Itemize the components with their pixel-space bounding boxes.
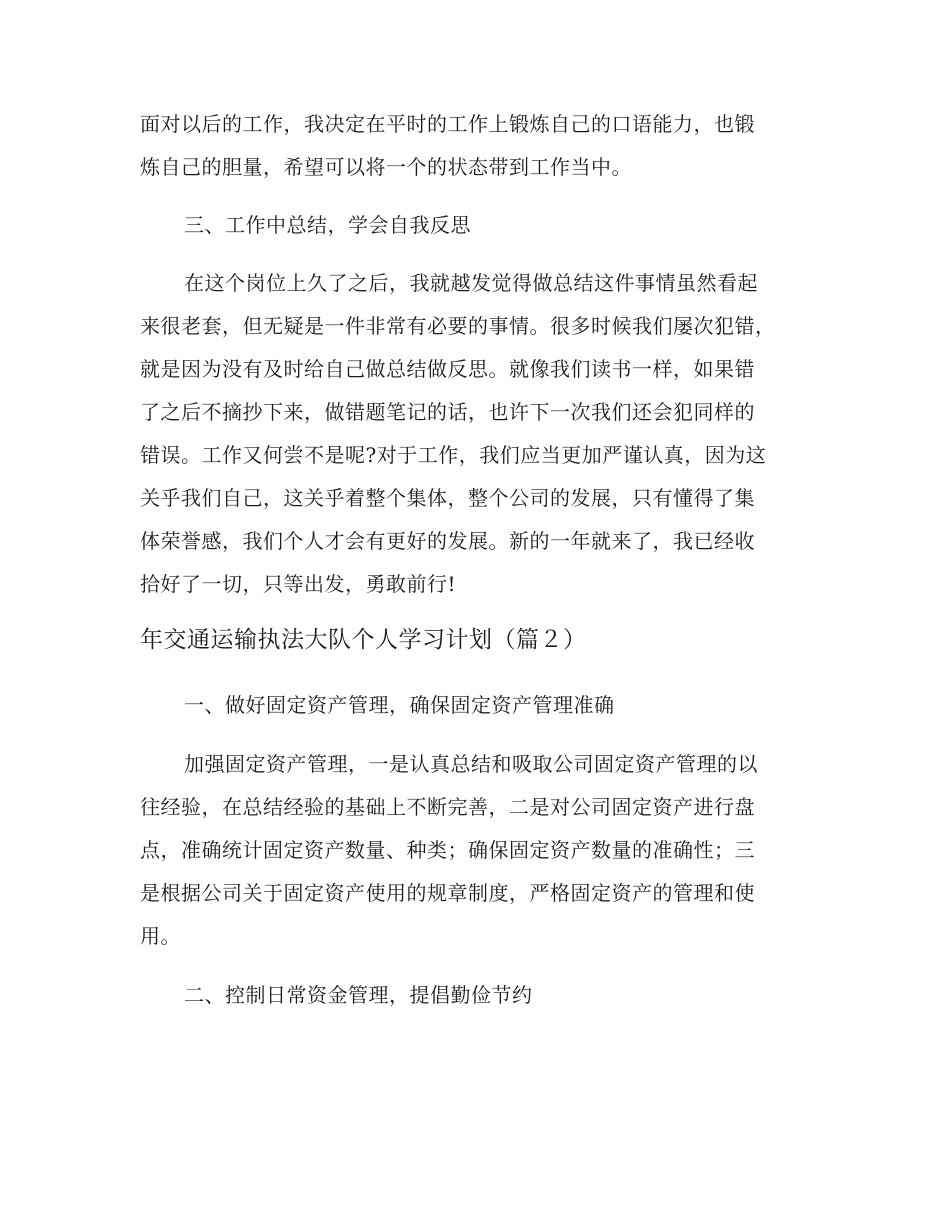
paragraph-line: 用。 bbox=[140, 924, 181, 948]
section-subheading: 二、控制日常资金管理，提倡勤俭节约 bbox=[184, 983, 533, 1007]
paragraph-line: 了之后不摘抄下来，做错题笔记的话，也许下一次我们还会犯同样的 bbox=[140, 400, 755, 424]
paragraph-line: 拾好了一切，只等出发，勇敢前行! bbox=[140, 572, 457, 596]
paragraph-line: 在这个岗位上久了之后，我就越发觉得做总结这件事情虽然看起 bbox=[184, 271, 758, 295]
section-subheading: 三、工作中总结，学会自我反思 bbox=[184, 213, 471, 237]
paragraph-line: 面对以后的工作，我决定在平时的工作上锻炼自己的口语能力，也锻 bbox=[140, 112, 755, 136]
paragraph-line: 是根据公司关于固定资产使用的规章制度，严格固定资产的管理和使 bbox=[140, 881, 755, 905]
paragraph-line: 错误。工作又何尝不是呢?对于工作，我们应当更加严谨认真，因为这 bbox=[140, 443, 767, 467]
paragraph-line: 炼自己的胆量，希望可以将一个的状态带到工作当中。 bbox=[140, 155, 632, 179]
paragraph-line: 来很老套，但无疑是一件非常有必要的事情。很多时候我们屡次犯错， bbox=[140, 314, 776, 338]
section-title: 年交通运输执法大队个人学习计划（篇２） bbox=[140, 627, 587, 653]
section-subheading: 一、做好固定资产管理，确保固定资产管理准确 bbox=[184, 693, 615, 717]
paragraph-line: 就是因为没有及时给自己做总结做反思。就像我们读书一样，如果错 bbox=[140, 357, 755, 381]
paragraph-line: 加强固定资产管理，一是认真总结和吸取公司固定资产管理的以 bbox=[184, 752, 758, 776]
paragraph-line: 往经验，在总结经验的基础上不断完善，二是对公司固定资产进行盘 bbox=[140, 795, 755, 819]
paragraph-line: 点，准确统计固定资产数量、种类；确保固定资产数量的准确性；三 bbox=[140, 838, 755, 862]
paragraph-line: 关乎我们自己，这关乎着整个集体，整个公司的发展，只有懂得了集 bbox=[140, 486, 755, 510]
paragraph-line: 体荣誉感，我们个人才会有更好的发展。新的一年就来了，我已经收 bbox=[140, 529, 755, 553]
